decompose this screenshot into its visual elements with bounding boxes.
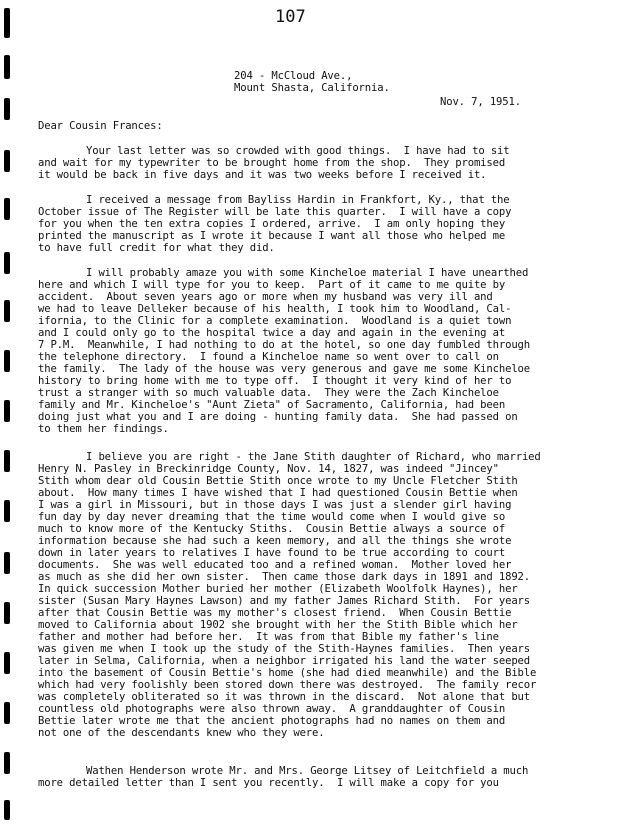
body-line: I was a girl in Missouri, but in those days I was just a slender girl having bbox=[38, 499, 512, 511]
body-line: for you when the ten extra copies I ordered, arrive. I am only hoping they bbox=[38, 218, 506, 230]
body-line: Henry N. Pasley in Breckinridge County, Nov. 14, 1827, was indeed "Jincey" bbox=[38, 463, 499, 475]
body-line: October issue of The Register will be late this quarter. I will have a copy bbox=[38, 206, 512, 218]
binder-mark bbox=[4, 350, 10, 372]
binder-mark bbox=[4, 450, 10, 472]
binder-mark bbox=[4, 55, 10, 79]
body-line: sister (Susan Mary Haynes Lawson) and my father James Richard Stith. For years bbox=[38, 595, 531, 607]
body-line: and I could only go to the hospital twice a day and again in the evening at bbox=[38, 327, 506, 339]
body-line: countless old photographs were also thrown away. A granddaughter of Cousin bbox=[38, 703, 506, 715]
binder-mark bbox=[4, 702, 10, 724]
body-line: we had to leave Delleker because of his health, I took him to Woodland, Cal- bbox=[38, 303, 512, 315]
body-line: I believe you are right - the Jane Stith daughter of Richard, who married bbox=[86, 451, 541, 463]
body-line: history to bring home with me to type off. I thought it very kind of her to bbox=[38, 375, 512, 387]
binder-mark bbox=[4, 552, 10, 574]
binder-mark bbox=[4, 752, 10, 774]
body-line: ifornia, to the Clinic for a complete examination. Woodland is a quiet town bbox=[38, 315, 512, 327]
body-line: not one of the descendants knew who they were. bbox=[38, 727, 325, 739]
binder-mark bbox=[4, 98, 10, 120]
body-line: and wait for my typewriter to be brought home from the shop. They promised bbox=[38, 157, 506, 169]
salutation: Dear Cousin Frances: bbox=[38, 120, 163, 132]
body-line: more detailed letter than I sent you recently. I will make a copy for you bbox=[38, 777, 499, 789]
body-line: down in later years to relatives I have found to be true according to court bbox=[38, 547, 506, 559]
address-line: 204 - McCloud Ave., bbox=[234, 70, 353, 82]
binder-mark bbox=[4, 652, 10, 674]
body-line: Stith whom dear old Cousin Bettie Stith once wrote to my Uncle Fletcher Stith bbox=[38, 475, 518, 487]
body-line: after that Cousin Bettie was my mother's closest friend. When Cousin Bettie bbox=[38, 607, 512, 619]
binder-mark bbox=[4, 150, 10, 172]
body-line: I will probably amaze you with some Kincheloe material I have unearthed bbox=[86, 267, 529, 279]
body-line: Your last letter was so crowded with good things. I have had to sit bbox=[86, 145, 510, 157]
binder-mark bbox=[4, 800, 10, 820]
body-line: the telephone directory. I found a Kincheloe name so went over to call on bbox=[38, 351, 499, 363]
body-line: Bettie later wrote me that the ancient photographs had no names on them and bbox=[38, 715, 506, 727]
body-line: Wathen Henderson wrote Mr. and Mrs. George Litsey of Leitchfield a much bbox=[86, 765, 529, 777]
body-line: the family. The lady of the house was very generous and gave me some Kincheloe bbox=[38, 363, 531, 375]
binder-mark bbox=[4, 8, 10, 38]
body-line: documents. She was well educated too and a refined woman. Mother loved her bbox=[38, 559, 512, 571]
body-line: was completely obliterated so it was thrown in the discard. Not alone that but bbox=[38, 691, 531, 703]
body-line: into the basement of Cousin Bettie's home (she had died meanwhile) and the Bible bbox=[38, 667, 537, 679]
body-line: accident. About seven years ago or more when my husband was very ill and bbox=[38, 291, 493, 303]
body-line: was given me when I took up the study of the Stith-Haynes families. Then years bbox=[38, 643, 531, 655]
body-line: In quick succession Mother buried her mother (Elizabeth Woolfolk Haynes), her bbox=[38, 583, 518, 595]
binder-mark bbox=[4, 400, 10, 422]
body-line: information because she had such a keen memory, and all the things she wrote bbox=[38, 535, 512, 547]
binder-mark bbox=[4, 300, 10, 322]
body-line: printed the manuscript as I wrote it because I want all those who helped me bbox=[38, 230, 506, 242]
body-line: to them her findings. bbox=[38, 423, 169, 435]
binder-mark bbox=[4, 500, 10, 522]
body-line: much to know more of the Kentucky Stiths. Cousin Bettie always a source of bbox=[38, 523, 506, 535]
body-line: which had very foolishly been stored down there was destroyed. The family recor bbox=[38, 679, 537, 691]
page-number: 107 bbox=[275, 7, 306, 27]
body-line: it would be back in five days and it was two weeks before I received it. bbox=[38, 169, 487, 181]
address-line: Mount Shasta, California. bbox=[234, 82, 390, 94]
body-line: moved to California about 1902 she brought with her the Stith Bible which her bbox=[38, 619, 518, 631]
body-line: doing just what you and I are doing - hunting family data. She had passed on bbox=[38, 411, 518, 423]
body-line: family and Mr. Kincheloe's "Aunt Zieta" of Sacramento, California, had been bbox=[38, 399, 506, 411]
body-line: later in Selma, California, when a neighbor irrigated his land the water seeped bbox=[38, 655, 531, 667]
binder-mark bbox=[4, 602, 10, 624]
body-line: about. How many times I have wished that I had questioned Cousin Bettie when bbox=[38, 487, 518, 499]
body-line: I received a message from Bayliss Hardin in Frankfort, Ky., that the bbox=[86, 194, 510, 206]
body-line: to have full credit for what they did. bbox=[38, 242, 275, 254]
binder-mark bbox=[4, 252, 10, 274]
binder-mark bbox=[4, 198, 10, 220]
body-line: trust a stranger with so much valuable data. They were the Zach Kincheloe bbox=[38, 387, 499, 399]
body-line: as much as she did her own sister. Then came those dark days in 1891 and 1892. bbox=[38, 571, 531, 583]
body-line: 7 P.M. Meanwhile, I had nothing to do at the hotel, so one day fumbled through bbox=[38, 339, 531, 351]
body-line: father and mother had before her. It was from that Bible my father's line bbox=[38, 631, 499, 643]
body-line: fun day by day never dreaming that the time would come when I would give so bbox=[38, 511, 506, 523]
letter-date: Nov. 7, 1951. bbox=[440, 96, 521, 108]
body-line: here and which I will type for you to keep. Part of it came to me quite by bbox=[38, 279, 506, 291]
